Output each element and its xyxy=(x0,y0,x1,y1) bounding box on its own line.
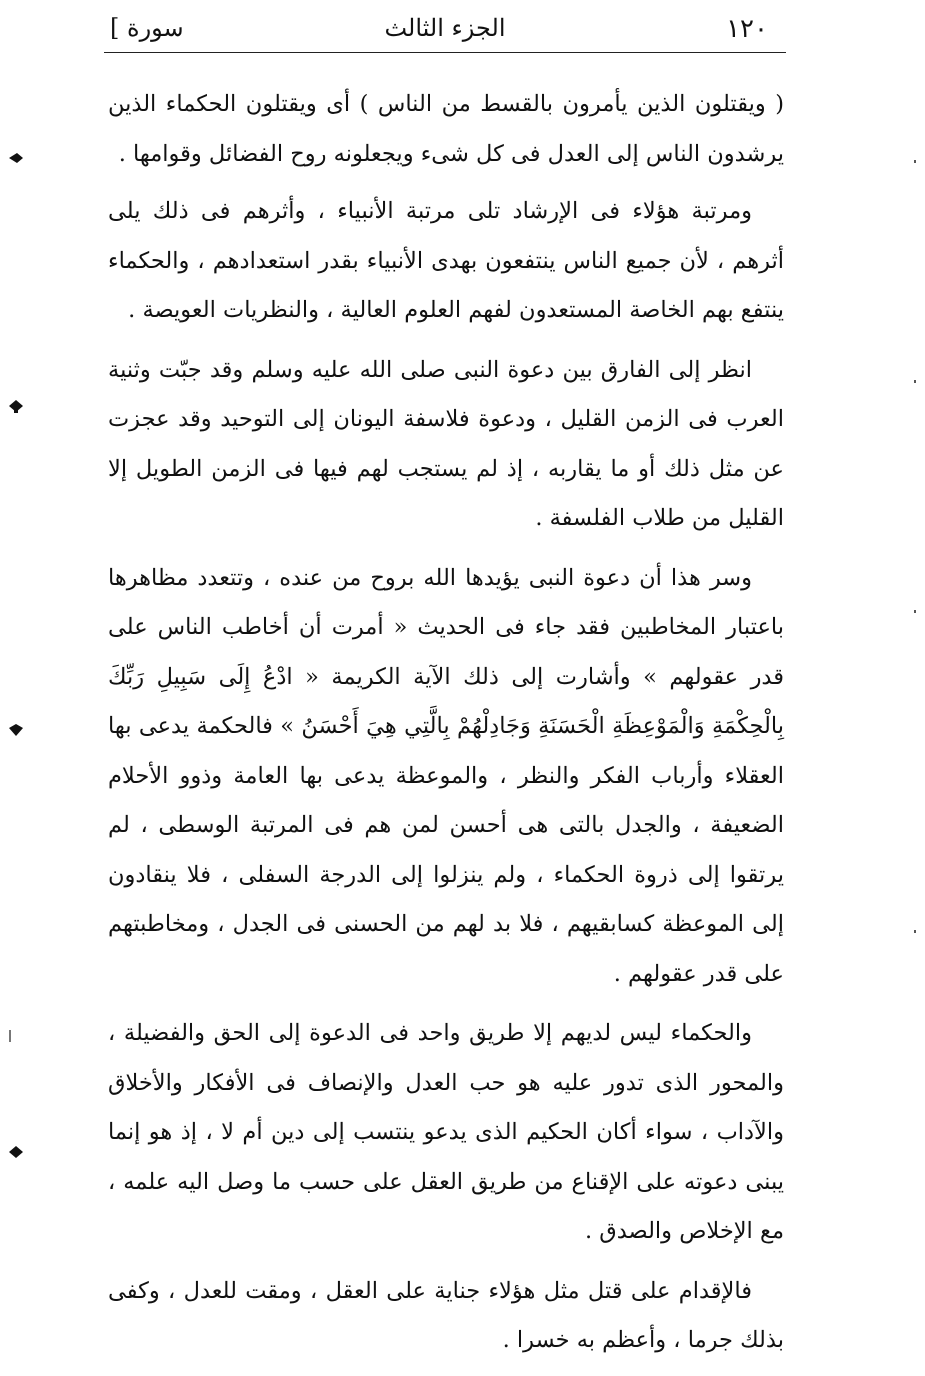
scan-mark xyxy=(914,380,916,383)
scan-mark xyxy=(914,930,916,933)
ornament-icon xyxy=(8,722,24,738)
page-header xyxy=(100,8,790,50)
paragraph: ومرتبة هؤلاء فى الإرشاد تلى مرتبة الأنبياء ، وأثرهم فى ذلك يلى أثرهم ، لأن جميع الناس ينتفعون بهدى الأنبياء بقدر استعدادهم ، والحكماء ينتفع بهم الخاصة المستعدون لفهم العلوم العالية ، والنظريات العويصة . xyxy=(108,198,784,323)
header-rule xyxy=(104,52,786,53)
scan-mark xyxy=(8,1030,12,1046)
ornament-icon xyxy=(8,150,24,166)
paragraph: والحكماء ليس لديهم إلا طريق واحد فى الدعوة إلى الحق والفضيلة ، والمحور الذى تدور عليه هو حب العدل والإنصاف فى الأفكار والأخلاق والآداب ، سواء أكان الحكيم الذى يدعو ينتسب إلى دين أم لا ، إذ هو إنما يبنى دعوته على الإقناع من طريق العقل على حسب ما وصل اليه علمه ، مع الإخلاص والصدق . xyxy=(108,1020,784,1244)
surah-label: سورة ] xyxy=(110,14,184,42)
paragraph: فالإقدام على قتل مثل هؤلاء جناية على العقل ، ومقت للعدل ، وكفى بذلك جرما ، وأعظم به خسرا . xyxy=(108,1277,784,1353)
paragraph: انظر إلى الفارق بين دعوة النبى صلى الله عليه وسلم وقد جبّت وثنية العرب فى الزمن القليل ، ودعوة فلاسفة اليونان إلى التوحيد وقد عجزت عن مثل ذلك أو ما يقاربه ، إذ لم يستجب لهم فيها فى الزمن الطويل إلا القليل من طلاب الفلسفة . xyxy=(108,356,784,531)
paragraph: وسر هذا أن دعوة النبى يؤيدها الله بروح من عنده ، وتتعدد مظاهرها باعتبار المخاطبين فقد جاء فى الحديث « أمرت أن أخاطب الناس على قدر عقولهم » وأشارت إلى ذلك الآية الكريمة « ادْعُ إِلَى سَبِيلِ رَبِّكَ بِالْحِكْمَةِ وَالْمَوْعِظَةِ الْحَسَنَةِ وَجَادِلْهُمْ بِالَّتِي هِيَ أَحْسَنُ » فالحكمة يدعى بها العقلاء وأرباب الفكر والنظر ، والموعظة يدعى بها العامة وذوو الأحلام الضعيفة ، والجدل بالتى هى أحسن لمن هم فى المرتبة الوسطى ، لم يرتقوا إلى ذروة الحكماء ، ولم ينزلوا إلى الدرجة السفلى ، فلا ينقادون إلى الموعظة كسابقيهم ، فلا بد لهم من الحسنى فى الجدل ، ومخاطبتهم على قدر عقولهم . xyxy=(108,564,784,987)
scan-mark xyxy=(914,610,916,613)
body-text xyxy=(108,80,784,1376)
scan-mark xyxy=(914,160,916,163)
paragraph: ( ويقتلون الذين يأمرون بالقسط من الناس ) أى ويقتلون الحكماء الذين يرشدون الناس إلى العدل فى كل شىء ويجعلونه روح الفضائل وقوامها . xyxy=(108,91,784,167)
running-title: الجزء الثالث xyxy=(384,14,506,42)
ornament-icon xyxy=(8,1144,24,1160)
ornament-icon xyxy=(8,398,24,414)
page-number: ١٢٠ xyxy=(726,14,768,44)
